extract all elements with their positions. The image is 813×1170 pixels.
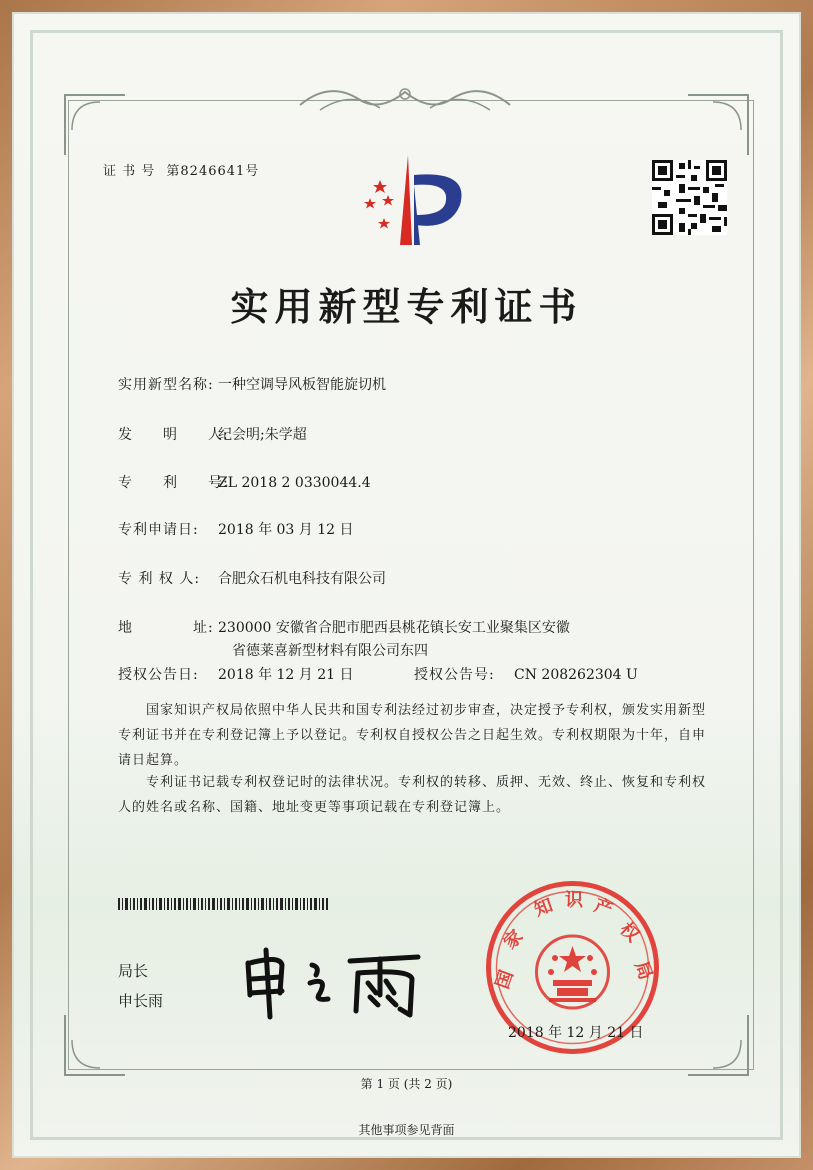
corner-ornament-icon xyxy=(683,90,753,160)
address-line-2: 省德莱喜新型材料有限公司东四 xyxy=(232,643,428,659)
field-inventor xyxy=(118,424,307,444)
handwritten-signature-icon xyxy=(240,945,430,1020)
field-patent-number xyxy=(118,472,371,492)
field-value: ZL 2018 2 0330044.4 xyxy=(218,475,371,491)
svg-text:家: 家 xyxy=(499,925,527,953)
grant-date-label: 授权公告日: xyxy=(118,667,199,683)
field-value: 合肥众石机电科技有限公司 xyxy=(218,571,386,587)
cnipa-logo-icon xyxy=(350,150,470,250)
footer-note: 其他事项参见背面 xyxy=(358,1123,455,1137)
field-value: 2018 年 03 月 12 日 xyxy=(218,522,354,538)
corner-ornament-icon xyxy=(683,1010,753,1080)
grant-info-row xyxy=(118,664,638,684)
svg-text:识: 识 xyxy=(565,890,583,910)
field-patentee xyxy=(118,568,386,588)
body-paragraph: 专利证书记载专利权登记时的法律状况。专利权的转移、质押、无效、终止、恢复和专利权人的姓名或名称、国籍、地址变更等事项记载在专利登记簿上。 xyxy=(118,775,707,815)
field-label: 专 利 权 人: xyxy=(118,571,201,587)
field-label: 地 址: xyxy=(118,620,214,636)
grant-number-label: 授权公告号: xyxy=(414,667,495,683)
corner-ornament-icon xyxy=(60,90,130,160)
svg-text:知: 知 xyxy=(531,894,556,920)
page-number: 第 1 页 (共 2 页) xyxy=(360,1077,453,1091)
certificate-number-value: 第8246641号 xyxy=(166,164,260,179)
signatory-title: 局长 xyxy=(118,962,149,980)
field-value: 一种空调导风板智能旋切机 xyxy=(218,377,386,393)
certificate-number-label: 证 书 号 xyxy=(103,164,156,179)
field-utility-model-name xyxy=(118,374,386,394)
field-label: 实用新型名称: xyxy=(118,377,214,393)
field-label: 专 利 号: xyxy=(118,475,229,491)
grant-number-value: CN 208262304 U xyxy=(514,667,638,683)
field-value: 230000 安徽省合肥市肥西县桃花镇长安工业聚集区安徽 xyxy=(218,620,570,636)
svg-text:局: 局 xyxy=(631,958,657,983)
field-address xyxy=(118,617,570,637)
certificate-title: 实用新型专利证书 xyxy=(230,284,583,329)
corner-ornament-icon xyxy=(60,1010,130,1080)
signatory-name: 申长雨 xyxy=(118,992,164,1010)
field-value: 纪会明;朱学超 xyxy=(218,427,307,443)
certificate-number xyxy=(103,160,265,179)
field-application-date xyxy=(118,519,354,539)
qr-code-icon xyxy=(652,160,727,235)
field-label: 发 明 人: xyxy=(118,427,229,443)
grant-date-value: 2018 年 12 月 21 日 xyxy=(218,667,354,683)
barcode-icon xyxy=(118,898,328,910)
svg-text:权: 权 xyxy=(616,918,644,946)
seal-date: 2018 年 12 月 21 日 xyxy=(508,1025,644,1041)
top-ornament-icon xyxy=(290,80,520,120)
svg-text:国: 国 xyxy=(491,967,517,992)
body-paragraph: 国家知识产权局依照中华人民共和国专利法经过初步审查，决定授予专利权，颁发实用新型专利证书并在专利登记簿上予以登记。专利权自授权公告之日起生效。专利权期限为十年，自申请日起算。 xyxy=(118,703,707,768)
svg-text:产: 产 xyxy=(591,894,616,920)
field-label: 专利申请日: xyxy=(118,522,199,538)
